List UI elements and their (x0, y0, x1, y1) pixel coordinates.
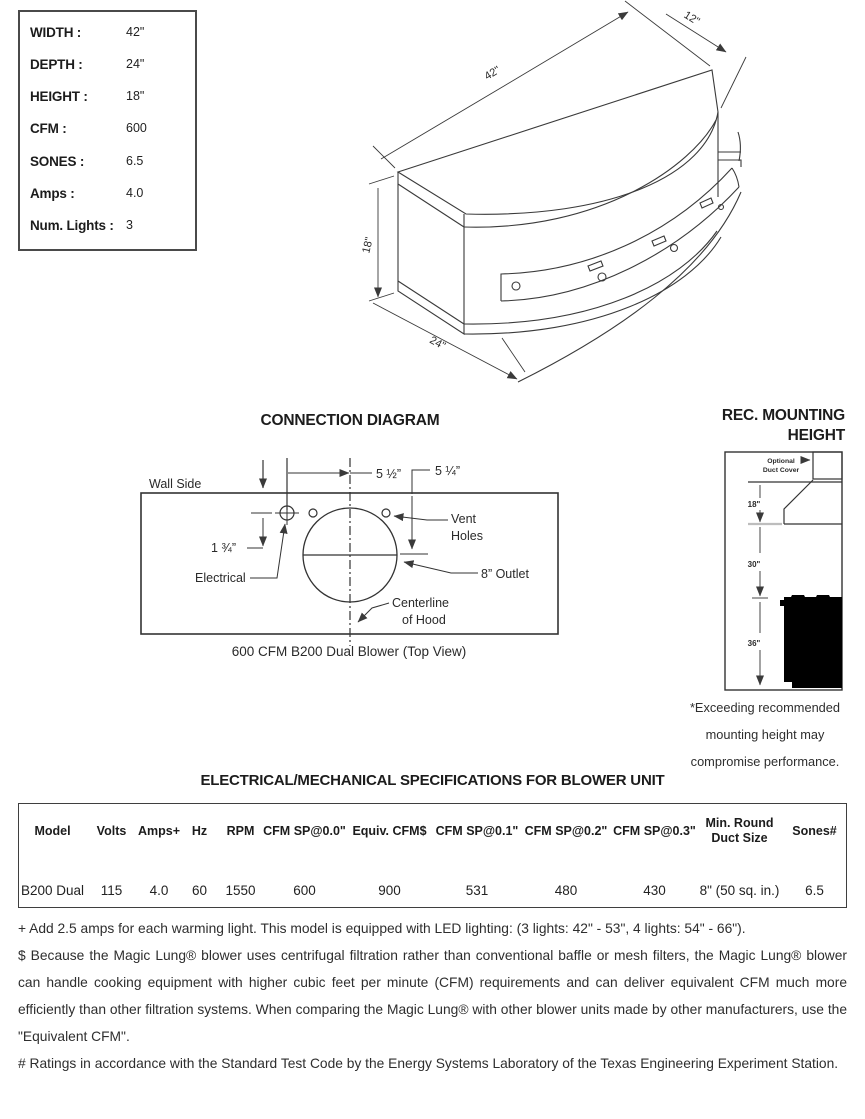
vent-hole-right (382, 509, 390, 517)
iso-dim-height: 18" (360, 236, 376, 255)
col-header-equiv-cfm: Equiv. CFM$ (352, 823, 427, 838)
spec-value: 4.0 (126, 185, 144, 200)
hood-bottom-edges (464, 231, 721, 334)
cell-volts: 115 (100, 883, 123, 898)
col-header-hz: Hz (191, 823, 208, 838)
spec-label: CFM : (30, 121, 67, 137)
spec-value: 24" (126, 57, 145, 72)
dim-5-25-label: 5 ¼” (435, 464, 461, 478)
mounting-height-note (672, 694, 858, 775)
spec-row-sones (20, 154, 195, 172)
light-hole (598, 273, 606, 281)
hood-rim-front (464, 120, 716, 227)
footnote-warming-lights: + Add 2.5 amps for each warming light. This model is equipped with LED lighting: (3 lights: 42" - 53", 4 lights: 54" - 66"). (18, 921, 746, 936)
blower-table-title: ELECTRICAL/MECHANICAL SPECIFICATIONS FOR BLOWER UNIT (200, 772, 665, 789)
electrical-leader (250, 524, 285, 578)
electrical-crosshair (275, 501, 299, 525)
col-header-sones: Sones# (792, 823, 837, 838)
dim-18-label: 18" (747, 500, 761, 509)
footnote-equivalent-cfm: $ Because the Magic Lung® blower uses centrifugal filtration rather than conventional baffle or mesh filters, the Magic Lung® blower can handle cooking equipment with higher cubic feet per minute (CFM) requirements and can deliver equivalent CFM much more efficiently than other filtration systems. When comparing the Magic Lung® with other blower units made by other manufacturers, use the "Equivalent CFM". (18, 948, 847, 1044)
duct-cover-label-1: Optional (767, 458, 795, 465)
spec-row-amps (20, 186, 195, 204)
mounting-height-diagram (721, 450, 845, 692)
col-header-volts: Volts (96, 823, 127, 838)
mounting-note-line2: mounting height may (705, 727, 825, 742)
mounting-bracket (718, 132, 741, 167)
duct-cover-label-2: Duct Cover (762, 467, 800, 474)
spec-row-cfm (20, 121, 195, 139)
iso-dim-width: 42" (482, 64, 503, 83)
spec-value: 42" (126, 25, 145, 40)
dim-30-label: 30" (747, 560, 761, 569)
centerline-label-2: of Hood (402, 613, 446, 627)
cell-cfm-sp03: 430 (643, 883, 666, 898)
centerline-label-1: Centerline (392, 596, 449, 610)
blower-table-header-row (19, 814, 846, 848)
spec-row-height (20, 89, 195, 107)
hood-left-face (398, 172, 464, 334)
dim-5-5-label: 5 ½” (376, 467, 402, 481)
spec-label: WIDTH : (30, 25, 82, 41)
hood-rim-left (398, 184, 464, 324)
iso-dim-depth: 24" (427, 334, 448, 353)
hood-bottom-swoosh (518, 192, 741, 382)
vent-holes-label-1: Vent (451, 512, 477, 526)
connection-diagram (135, 450, 565, 665)
spec-label: HEIGHT : (30, 89, 88, 105)
mounting-height-title (645, 406, 845, 446)
duct-cover-shape (813, 452, 842, 479)
vent-hole-left (309, 509, 317, 517)
spec-label: Num. Lights : (30, 217, 114, 233)
centerline-leader (358, 603, 389, 622)
light-peg (588, 198, 713, 271)
hood-top-face (398, 70, 718, 214)
light-strip (501, 168, 739, 301)
col-header-cfm-sp02: CFM SP@0.2" (524, 823, 608, 838)
cell-cfm-sp00: 600 (293, 883, 316, 898)
dim-36-label: 36" (747, 639, 761, 648)
electrical-label: Electrical (195, 571, 246, 585)
cell-model: B200 Dual (21, 883, 85, 898)
spec-row-width (20, 25, 195, 43)
spec-label: DEPTH : (30, 57, 83, 73)
footnotes (18, 915, 847, 1077)
mounting-title-line1: REC. MOUNTING (721, 407, 845, 424)
spec-row-lights (20, 218, 195, 236)
mounting-note-line1: *Exceeding recommended (689, 700, 841, 715)
mounting-note-line3: compromise performance. (690, 754, 840, 769)
col-header-rpm: RPM (226, 823, 255, 838)
hood-isometric-drawing (360, 0, 860, 390)
light-hole (671, 245, 678, 252)
outlet-leader (404, 562, 478, 573)
footnote-ratings: # Ratings in accordance with the Standard Test Code by the Energy Systems Laboratory of the Texas Engineering Experiment Station. (18, 1056, 839, 1071)
col-header-amps: Amps+ (137, 823, 181, 838)
spec-label: SONES : (30, 153, 85, 169)
dim-5-25-bracket (412, 470, 430, 494)
col-header-cfm-sp01: CFM SP@0.1" (435, 823, 519, 838)
vent-holes-leader (394, 516, 448, 520)
spec-label: Amps : (30, 185, 75, 201)
cell-cfm-sp02: 480 (554, 883, 578, 898)
cell-cfm-sp01: 531 (465, 883, 489, 898)
blower-spec-table (18, 803, 847, 908)
iso-dim-top: 12" (681, 9, 702, 28)
spec-value: 600 (126, 121, 147, 136)
range-silhouette (780, 595, 842, 688)
connection-caption: 600 CFM B200 Dual Blower (Top View) (231, 644, 467, 659)
col-header-cfm-sp00: CFM SP@0.0" (263, 823, 346, 838)
col-header-cfm-sp03: CFM SP@0.3" (613, 823, 696, 838)
blower-table-data-row (19, 883, 846, 898)
dimensions-spec-card (18, 10, 197, 251)
spec-value: 18" (126, 89, 145, 104)
spec-value: 3 (126, 217, 133, 232)
cell-rpm: 1550 (225, 883, 256, 898)
light-hole (512, 282, 520, 290)
cell-equiv-cfm: 900 (378, 883, 401, 898)
cell-hz: 60 (191, 883, 208, 898)
spec-row-depth (20, 57, 195, 75)
cell-sones: 6.5 (805, 883, 824, 898)
hood-profile (784, 480, 842, 524)
col-header-model: Model (34, 823, 71, 838)
col-header-duct-size: Min. Round Duct Size (705, 816, 774, 845)
connection-diagram-title: CONNECTION DIAGRAM (260, 412, 440, 429)
cell-duct-size: 8" (50 sq. in.) (699, 883, 780, 898)
outlet-label: 8” Outlet (481, 567, 529, 581)
dim-extension-lines (369, 1, 746, 372)
cell-amps: 4.0 (149, 883, 169, 898)
mounting-title-line2: HEIGHT (787, 427, 845, 444)
wall-side-label: Wall Side (149, 477, 202, 491)
spec-value: 6.5 (126, 153, 144, 168)
dim-1-75-label: 1 ¾” (211, 541, 237, 555)
vent-holes-label-2: Holes (451, 529, 483, 543)
